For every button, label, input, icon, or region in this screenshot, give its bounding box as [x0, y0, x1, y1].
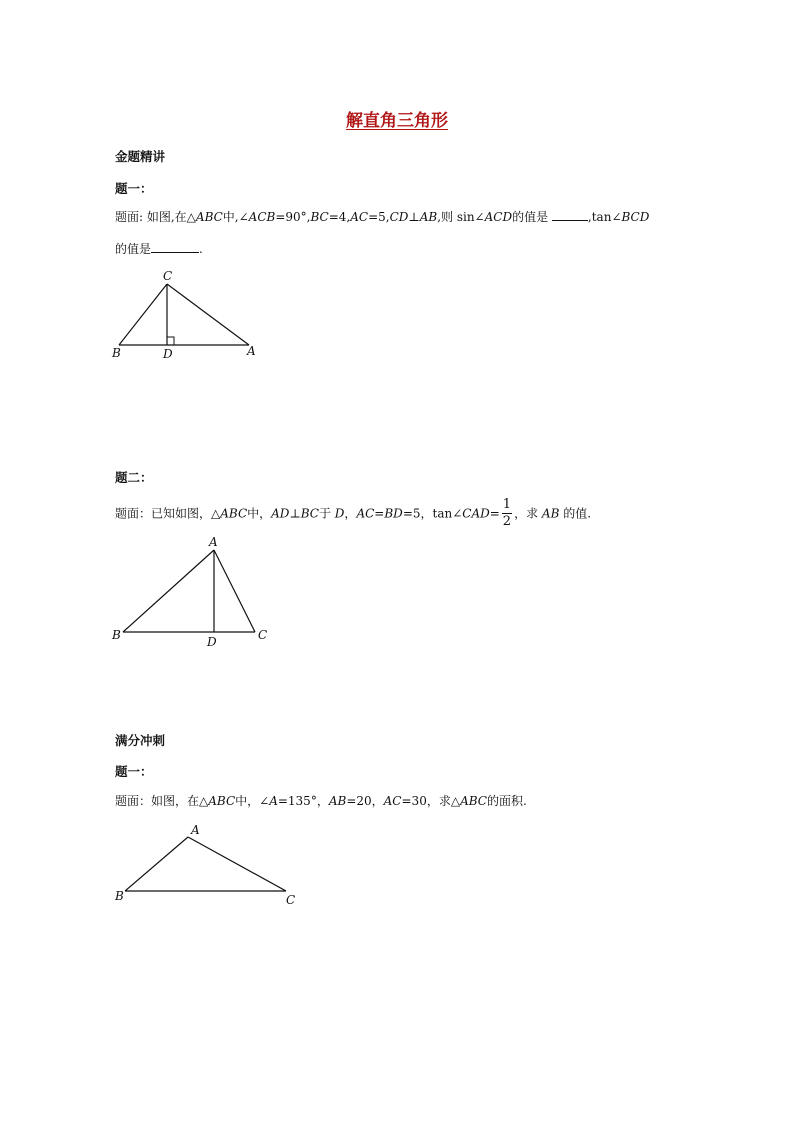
text-run: ABC [195, 210, 223, 224]
text-run: = [489, 506, 500, 521]
text-run: 中,∠ [222, 210, 249, 224]
text-run: . [199, 242, 203, 256]
text-run: CD [389, 210, 409, 224]
text-run: =135°， [277, 794, 329, 808]
text-run: 中，∠ [235, 794, 270, 808]
text-run: ACD [484, 210, 513, 224]
fraction-numerator: 1 [502, 497, 512, 512]
text-run: AB [541, 506, 560, 521]
text-run: 的值. [559, 506, 592, 521]
text-run: AB [328, 794, 347, 808]
vertex-label-A: A [209, 535, 218, 549]
text-run: 的值是 [512, 210, 552, 224]
vertex-label-B: B [115, 889, 124, 903]
text-run: AC [350, 210, 369, 224]
text-run: BD [384, 506, 403, 521]
question-label-1: 题一： [115, 181, 153, 196]
text-run: ，求 [514, 506, 542, 521]
text-run: 题面：如图，在△ [115, 794, 209, 808]
vertex-label-C: C [163, 269, 173, 283]
vertex-label-C: C [286, 893, 296, 907]
text-run: AC [356, 506, 375, 521]
text-run: AD [271, 506, 290, 521]
vertex-label-D: D [163, 347, 173, 361]
text-run: =20， [346, 794, 384, 808]
text-run: BC [300, 506, 319, 521]
text-run: ⊥ [289, 506, 301, 521]
text-run: ,tan∠ [587, 210, 622, 224]
vertex-label-D: D [207, 635, 217, 649]
text-run: =5，tan∠ [402, 506, 463, 521]
text-run: =30，求△ [401, 794, 461, 808]
question-label-3: 题一： [115, 764, 153, 779]
text-run: =5, [368, 210, 390, 224]
text-run: = [374, 506, 385, 521]
text-run: AB [419, 210, 438, 224]
text-run: D [334, 506, 345, 521]
text-run: =90°, [275, 210, 311, 224]
section-heading-jinti: 金题精讲 [115, 149, 166, 164]
text-run: ABC [460, 794, 487, 808]
text-run: ,则 sin∠ [437, 210, 485, 224]
text-run: A [269, 794, 278, 808]
text-run: =4, [328, 210, 351, 224]
text-run: 题面: 如图,在△ [115, 210, 196, 224]
text-run: 于 [318, 506, 335, 521]
vertex-label-A: A [247, 344, 256, 358]
section-heading-manfen: 满分冲刺 [115, 733, 166, 748]
text-run: ⊥ [408, 210, 420, 224]
text-run: 中， [247, 506, 272, 521]
side-AC [188, 837, 286, 891]
text-run: 的值是 [115, 242, 152, 256]
text-run: ABC [220, 506, 248, 521]
vertex-label-C: C [258, 628, 268, 642]
text-run: BCD [621, 210, 650, 224]
text-run: 题面：已知如图，△ [115, 506, 221, 521]
text-run: 的面积. [486, 794, 527, 808]
text-run: AC [383, 794, 402, 808]
vertex-label-B: B [112, 628, 121, 642]
text-run: ACB [248, 210, 276, 224]
text-run: ， [344, 506, 357, 521]
text-run: BC [310, 210, 329, 224]
page-title: 解直角三角形 [346, 111, 448, 131]
vertex-label-B: B [112, 346, 121, 360]
fraction-denominator: 2 [502, 514, 512, 529]
question-label-2: 题二： [115, 470, 153, 485]
side-BA [125, 837, 188, 891]
vertex-label-A: A [191, 823, 200, 837]
text-run: CAD [462, 506, 490, 521]
text-run: ABC [208, 794, 236, 808]
